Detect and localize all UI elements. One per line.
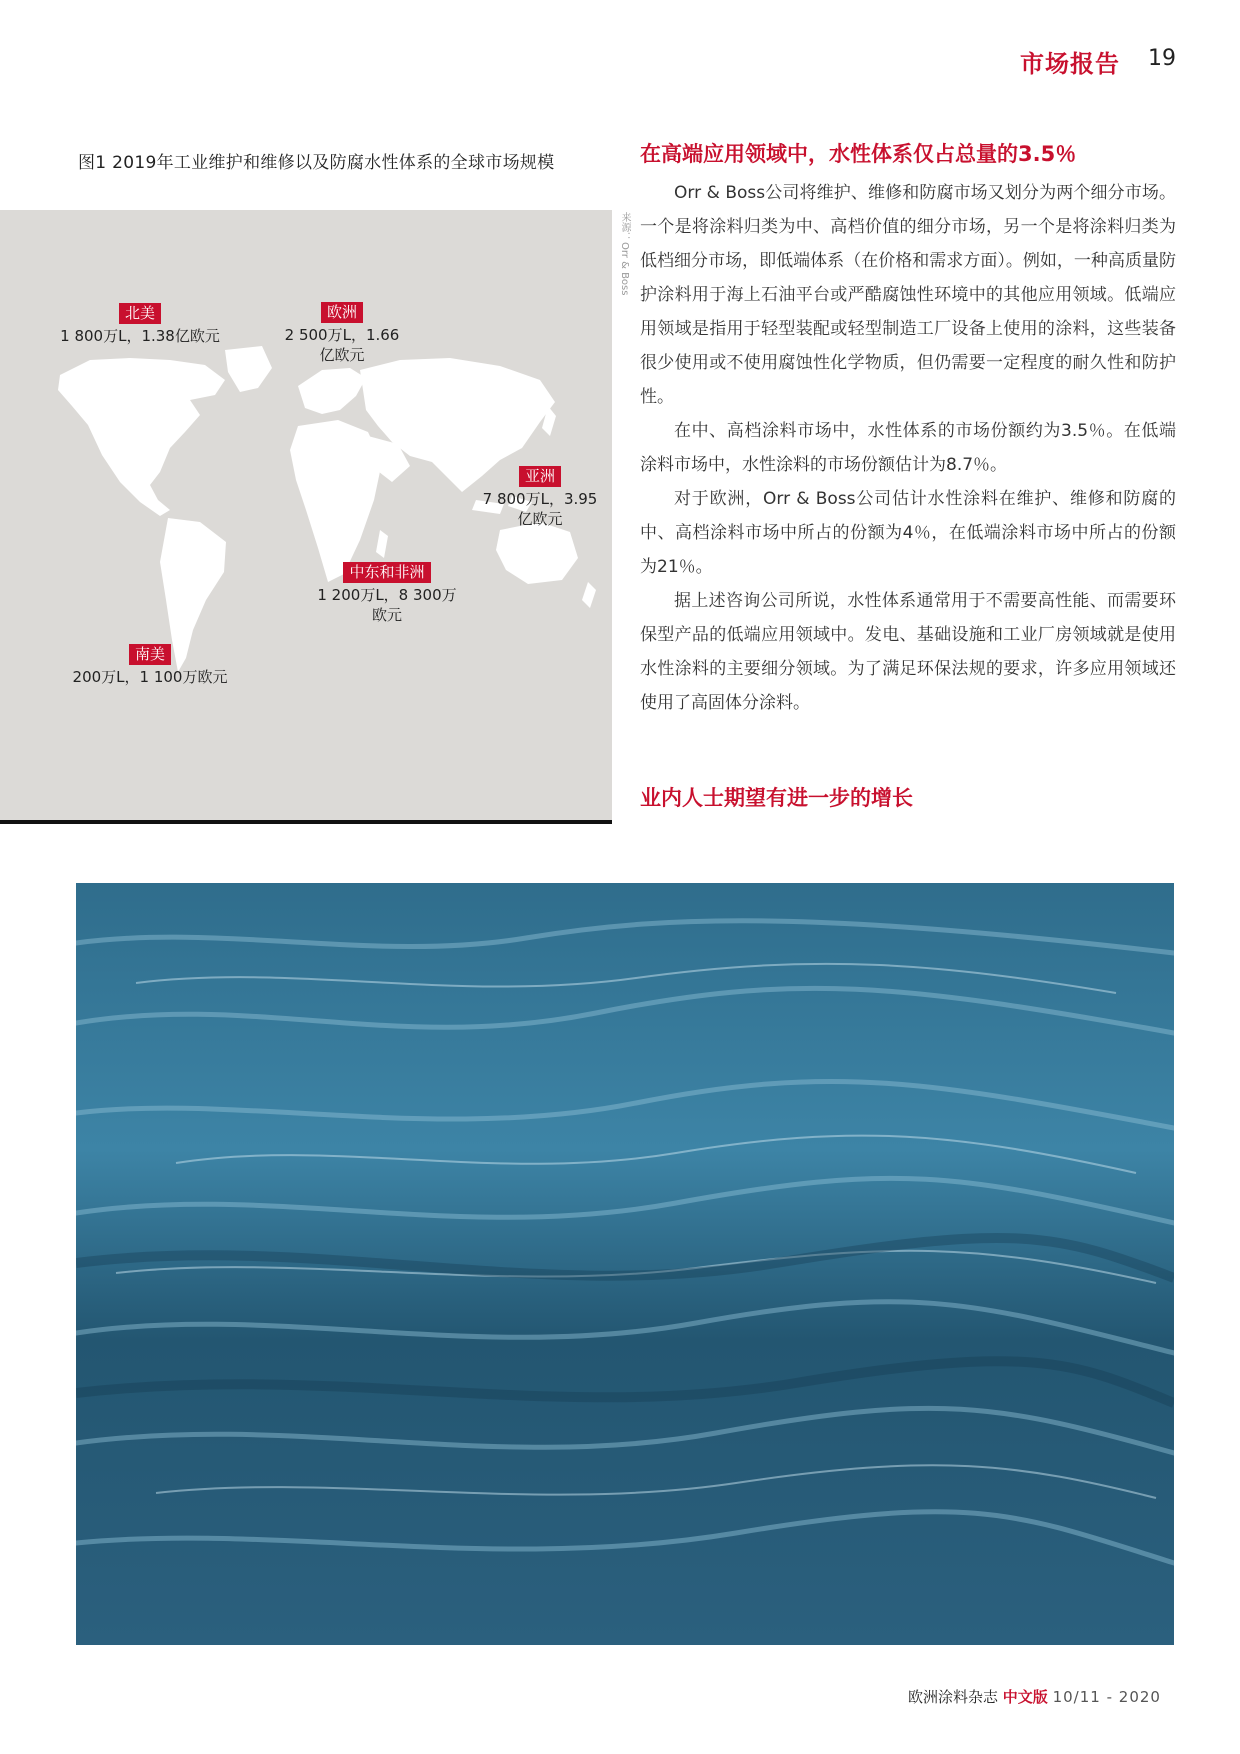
region-middle-east-africa <box>302 562 472 625</box>
region-value: 7 800万L，3.95 <box>482 490 598 508</box>
region-europe <box>262 302 422 365</box>
region-south-america <box>62 644 238 687</box>
region-label: 欧洲 <box>321 302 363 323</box>
paragraph: 据上述咨询公司所说，水性体系通常用于不需要高性能、而需要环保型产品的低端应用领域中。发电、基础设施和工业厂房领域就是使用水性涂料的主要细分领域。为了满足环保法规的要求，许多应用领域还使用了高固体分涂料。 <box>640 591 1176 713</box>
region-value: 1 200万L，8 300万 <box>317 586 457 604</box>
footer-date: 10/11 - 2020 <box>1052 1688 1161 1706</box>
region-asia <box>470 466 610 529</box>
figure-caption: 图1 2019年工业维护和维修以及防腐水性体系的全球市场规模 <box>78 153 555 173</box>
article-heading-1: 在高端应用领域中，水性体系仅占总量的3.5％ <box>640 142 1077 166</box>
region-value: 2 500万L，1.66 <box>284 326 400 344</box>
article-heading-2: 业内人士期望有进一步的增长 <box>640 786 913 810</box>
footer-edition: 中文版 <box>1002 1688 1048 1706</box>
region-label: 亚洲 <box>519 466 561 487</box>
region-value: 1 800万L，1.38亿欧元 <box>60 327 220 345</box>
region-north-america <box>50 303 230 346</box>
region-label: 北美 <box>119 303 161 324</box>
world-map-figure <box>0 210 612 824</box>
region-value-line2: 欧元 <box>371 606 402 624</box>
region-label: 中东和非洲 <box>343 562 430 583</box>
footer <box>908 1686 1178 1707</box>
water-photo <box>76 883 1174 1645</box>
paragraph: Orr & Boss公司将维护、维修和防腐市场又划分为两个细分市场。一个是将涂料归类为中、高档价值的细分市场，另一个是将涂料归类为低档细分市场，即低端体系（在价格和需求方面）。例如，一种高质量防护涂料用于海上石油平台或严酷腐蚀性环境中的其他应用领域。低端应用领域是指用于轻型装配或轻型制造工厂设备上使用的涂料，这些装备很少使用或不使用腐蚀性化学物质，但仍需要一定程度的耐久性和防护性。 <box>640 183 1176 407</box>
page-number: 19 <box>1148 46 1176 71</box>
region-value-line2: 亿欧元 <box>517 510 563 528</box>
footer-magazine: 欧洲涂料杂志 <box>908 1688 999 1706</box>
paragraph: 对于欧洲，Orr & Boss公司估计水性涂料在维护、维修和防腐的中、高档涂料市场中所占的份额为4％，在低端涂料市场中所占的份额为21％。 <box>640 489 1176 577</box>
water-surface-image <box>76 883 1174 1645</box>
region-value: 200万L，1 100万欧元 <box>72 668 228 686</box>
figure-source: 来源：Orr & Boss <box>619 212 630 296</box>
region-value-line2: 亿欧元 <box>319 346 365 364</box>
paragraph: 在中、高档涂料市场中，水性体系的市场份额约为3.5％。在低端涂料市场中，水性涂料的市场份额估计为8.7％。 <box>640 421 1176 475</box>
section-title: 市场报告 <box>1020 50 1120 78</box>
region-label: 南美 <box>129 644 171 665</box>
article-body <box>640 176 1176 720</box>
